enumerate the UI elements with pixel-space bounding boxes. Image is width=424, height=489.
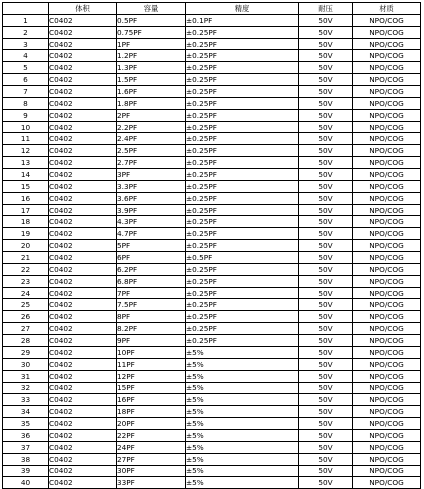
cell-capacitance: 20PF [117,418,186,430]
cell-index: 2 [3,26,49,38]
table-row [3,169,421,181]
cell-capacitance: 6.8PF [117,275,186,287]
cell-tolerance: ±0.25PF [186,145,299,157]
cell-size: C0402 [49,157,117,169]
cell-voltage: 50V [299,346,353,358]
cell-capacitance: 1.5PF [117,74,186,86]
cell-voltage: 50V [299,38,353,50]
cell-capacitance: 22PF [117,429,186,441]
cell-size: C0402 [49,275,117,287]
cell-index: 23 [3,275,49,287]
cell-tolerance: ±0.25PF [186,216,299,228]
cell-material: NPO/COG [353,346,421,358]
cell-material: NPO/COG [353,311,421,323]
cell-capacitance: 15PF [117,382,186,394]
cell-capacitance: 1.6PF [117,86,186,98]
cell-size: C0402 [49,86,117,98]
cell-size: C0402 [49,180,117,192]
cell-material: NPO/COG [353,358,421,370]
cell-voltage: 50V [299,453,353,465]
cell-index: 20 [3,240,49,252]
cell-size: C0402 [49,394,117,406]
cell-material: NPO/COG [353,26,421,38]
cell-voltage: 50V [299,62,353,74]
cell-capacitance: 1.3PF [117,62,186,74]
cell-voltage: 50V [299,358,353,370]
cell-voltage: 50V [299,477,353,489]
cell-size: C0402 [49,97,117,109]
cell-tolerance: ±0.25PF [186,97,299,109]
table-row [3,418,421,430]
table-row [3,50,421,62]
cell-material: NPO/COG [353,370,421,382]
cell-tolerance: ±0.25PF [186,311,299,323]
cell-capacitance: 1.8PF [117,97,186,109]
cell-material: NPO/COG [353,418,421,430]
cell-material: NPO/COG [353,145,421,157]
cell-tolerance: ±0.25PF [186,287,299,299]
cell-capacitance: 2PF [117,109,186,121]
cell-size: C0402 [49,382,117,394]
cell-voltage: 50V [299,26,353,38]
cell-tolerance: ±0.25PF [186,299,299,311]
cell-index: 38 [3,453,49,465]
cell-voltage: 50V [299,169,353,181]
cell-capacitance: 2.5PF [117,145,186,157]
cell-voltage: 50V [299,370,353,382]
cell-tolerance: ±5% [186,406,299,418]
table-row [3,97,421,109]
cell-material: NPO/COG [353,406,421,418]
cell-size: C0402 [49,228,117,240]
cell-index: 35 [3,418,49,430]
cell-material: NPO/COG [353,14,421,26]
cell-material: NPO/COG [353,50,421,62]
cell-voltage: 50V [299,228,353,240]
cell-material: NPO/COG [353,97,421,109]
cell-capacitance: 12PF [117,370,186,382]
table-row [3,287,421,299]
header-capacitance: 容量 [117,3,186,15]
table-row [3,275,421,287]
cell-voltage: 50V [299,109,353,121]
cell-tolerance: ±0.25PF [186,228,299,240]
cell-index: 19 [3,228,49,240]
table-row [3,465,421,477]
cell-tolerance: ±0.25PF [186,50,299,62]
table-header-row [3,3,421,15]
cell-size: C0402 [49,50,117,62]
cell-tolerance: ±0.25PF [186,86,299,98]
cell-index: 16 [3,192,49,204]
cell-material: NPO/COG [353,394,421,406]
header-index [3,3,49,15]
cell-tolerance: ±5% [186,418,299,430]
cell-tolerance: ±0.25PF [186,240,299,252]
table-row [3,204,421,216]
cell-capacitance: 1.2PF [117,50,186,62]
cell-index: 11 [3,133,49,145]
cell-material: NPO/COG [353,86,421,98]
cell-tolerance: ±0.1PF [186,14,299,26]
cell-index: 40 [3,477,49,489]
cell-voltage: 50V [299,192,353,204]
capacitor-spec-table [2,2,421,489]
cell-material: NPO/COG [353,429,421,441]
table-row [3,14,421,26]
cell-index: 3 [3,38,49,50]
cell-tolerance: ±0.25PF [186,62,299,74]
table-row [3,133,421,145]
cell-tolerance: ±0.25PF [186,204,299,216]
cell-index: 1 [3,14,49,26]
cell-voltage: 50V [299,133,353,145]
table-body [3,14,421,488]
cell-size: C0402 [49,38,117,50]
cell-index: 8 [3,97,49,109]
cell-tolerance: ±0.25PF [186,335,299,347]
cell-tolerance: ±0.25PF [186,192,299,204]
cell-voltage: 50V [299,323,353,335]
cell-index: 5 [3,62,49,74]
cell-material: NPO/COG [353,38,421,50]
table-row [3,358,421,370]
cell-voltage: 50V [299,287,353,299]
cell-voltage: 50V [299,86,353,98]
cell-size: C0402 [49,263,117,275]
cell-material: NPO/COG [353,216,421,228]
cell-index: 4 [3,50,49,62]
cell-size: C0402 [49,62,117,74]
table-row [3,252,421,264]
cell-index: 21 [3,252,49,264]
cell-tolerance: ±5% [186,441,299,453]
table-row [3,441,421,453]
cell-voltage: 50V [299,418,353,430]
table-row [3,121,421,133]
cell-voltage: 50V [299,429,353,441]
table-row [3,477,421,489]
table-row [3,335,421,347]
cell-index: 31 [3,370,49,382]
cell-size: C0402 [49,465,117,477]
cell-capacitance: 3.3PF [117,180,186,192]
table-row [3,216,421,228]
cell-index: 29 [3,346,49,358]
cell-capacitance: 3PF [117,169,186,181]
cell-size: C0402 [49,14,117,26]
cell-material: NPO/COG [353,323,421,335]
table-row [3,228,421,240]
cell-voltage: 50V [299,441,353,453]
cell-capacitance: 4.3PF [117,216,186,228]
cell-index: 10 [3,121,49,133]
cell-material: NPO/COG [353,74,421,86]
table-row [3,453,421,465]
cell-voltage: 50V [299,382,353,394]
cell-voltage: 50V [299,97,353,109]
cell-index: 39 [3,465,49,477]
table-row [3,192,421,204]
cell-tolerance: ±5% [186,477,299,489]
cell-capacitance: 3.9PF [117,204,186,216]
cell-tolerance: ±0.25PF [186,121,299,133]
cell-capacitance: 10PF [117,346,186,358]
cell-index: 6 [3,74,49,86]
cell-capacitance: 7PF [117,287,186,299]
table-row [3,299,421,311]
cell-voltage: 50V [299,275,353,287]
cell-index: 34 [3,406,49,418]
cell-size: C0402 [49,74,117,86]
header-material: 材质 [353,3,421,15]
cell-capacitance: 11PF [117,358,186,370]
cell-capacitance: 4.7PF [117,228,186,240]
cell-tolerance: ±0.25PF [186,180,299,192]
cell-voltage: 50V [299,406,353,418]
cell-size: C0402 [49,26,117,38]
cell-voltage: 50V [299,50,353,62]
table-row [3,26,421,38]
cell-tolerance: ±0.5PF [186,252,299,264]
cell-index: 30 [3,358,49,370]
cell-tolerance: ±5% [186,394,299,406]
cell-material: NPO/COG [353,157,421,169]
cell-index: 24 [3,287,49,299]
cell-index: 33 [3,394,49,406]
cell-size: C0402 [49,216,117,228]
cell-material: NPO/COG [353,477,421,489]
cell-voltage: 50V [299,204,353,216]
cell-tolerance: ±0.25PF [186,157,299,169]
cell-voltage: 50V [299,311,353,323]
cell-material: NPO/COG [353,382,421,394]
cell-index: 22 [3,263,49,275]
cell-capacitance: 24PF [117,441,186,453]
cell-material: NPO/COG [353,263,421,275]
cell-index: 27 [3,323,49,335]
cell-tolerance: ±0.25PF [186,169,299,181]
cell-size: C0402 [49,299,117,311]
cell-tolerance: ±0.25PF [186,323,299,335]
cell-capacitance: 8PF [117,311,186,323]
table-row [3,394,421,406]
cell-tolerance: ±5% [186,429,299,441]
cell-capacitance: 33PF [117,477,186,489]
cell-tolerance: ±5% [186,465,299,477]
cell-tolerance: ±5% [186,453,299,465]
cell-capacitance: 16PF [117,394,186,406]
header-voltage: 耐压 [299,3,353,15]
table-row [3,370,421,382]
table-row [3,86,421,98]
cell-size: C0402 [49,370,117,382]
cell-tolerance: ±5% [186,358,299,370]
cell-capacitance: 0.75PF [117,26,186,38]
cell-voltage: 50V [299,121,353,133]
cell-index: 18 [3,216,49,228]
cell-voltage: 50V [299,252,353,264]
cell-material: NPO/COG [353,180,421,192]
cell-material: NPO/COG [353,465,421,477]
cell-capacitance: 0.5PF [117,14,186,26]
cell-voltage: 50V [299,394,353,406]
cell-tolerance: ±5% [186,370,299,382]
cell-tolerance: ±0.25PF [186,133,299,145]
cell-index: 15 [3,180,49,192]
cell-tolerance: ±0.25PF [186,109,299,121]
cell-size: C0402 [49,406,117,418]
cell-index: 26 [3,311,49,323]
header-size: 体积 [49,3,117,15]
table-row [3,109,421,121]
cell-material: NPO/COG [353,252,421,264]
cell-capacitance: 2.2PF [117,121,186,133]
cell-size: C0402 [49,133,117,145]
cell-material: NPO/COG [353,109,421,121]
cell-tolerance: ±0.25PF [186,38,299,50]
cell-index: 7 [3,86,49,98]
cell-index: 13 [3,157,49,169]
cell-capacitance: 9PF [117,335,186,347]
cell-tolerance: ±0.25PF [186,74,299,86]
cell-voltage: 50V [299,335,353,347]
cell-size: C0402 [49,358,117,370]
table-row [3,180,421,192]
cell-material: NPO/COG [353,287,421,299]
header-tolerance: 精度 [186,3,299,15]
cell-tolerance: ±0.25PF [186,263,299,275]
cell-material: NPO/COG [353,133,421,145]
cell-index: 36 [3,429,49,441]
cell-size: C0402 [49,145,117,157]
cell-size: C0402 [49,240,117,252]
cell-capacitance: 3.6PF [117,192,186,204]
cell-index: 9 [3,109,49,121]
cell-voltage: 50V [299,216,353,228]
cell-index: 17 [3,204,49,216]
cell-voltage: 50V [299,299,353,311]
cell-tolerance: ±5% [186,346,299,358]
cell-voltage: 50V [299,240,353,252]
cell-voltage: 50V [299,157,353,169]
table-row [3,346,421,358]
cell-material: NPO/COG [353,192,421,204]
cell-voltage: 50V [299,465,353,477]
cell-material: NPO/COG [353,204,421,216]
cell-voltage: 50V [299,145,353,157]
table-row [3,263,421,275]
cell-size: C0402 [49,323,117,335]
cell-tolerance: ±5% [186,382,299,394]
cell-material: NPO/COG [353,453,421,465]
cell-voltage: 50V [299,263,353,275]
cell-size: C0402 [49,477,117,489]
cell-material: NPO/COG [353,228,421,240]
cell-material: NPO/COG [353,240,421,252]
cell-voltage: 50V [299,74,353,86]
table-row [3,429,421,441]
cell-index: 28 [3,335,49,347]
cell-material: NPO/COG [353,121,421,133]
cell-voltage: 50V [299,180,353,192]
table-row [3,145,421,157]
cell-size: C0402 [49,453,117,465]
table-row [3,382,421,394]
table-row [3,406,421,418]
table-row [3,311,421,323]
cell-material: NPO/COG [353,62,421,74]
cell-size: C0402 [49,346,117,358]
cell-size: C0402 [49,429,117,441]
cell-size: C0402 [49,169,117,181]
cell-tolerance: ±0.25PF [186,275,299,287]
cell-material: NPO/COG [353,275,421,287]
cell-size: C0402 [49,252,117,264]
cell-tolerance: ±0.25PF [186,26,299,38]
cell-capacitance: 6.2PF [117,263,186,275]
table-row [3,240,421,252]
cell-size: C0402 [49,418,117,430]
cell-capacitance: 27PF [117,453,186,465]
cell-size: C0402 [49,311,117,323]
cell-size: C0402 [49,121,117,133]
cell-capacitance: 8.2PF [117,323,186,335]
cell-index: 14 [3,169,49,181]
table-row [3,62,421,74]
cell-capacitance: 7.5PF [117,299,186,311]
cell-capacitance: 5PF [117,240,186,252]
cell-capacitance: 18PF [117,406,186,418]
table-row [3,74,421,86]
cell-material: NPO/COG [353,299,421,311]
cell-index: 25 [3,299,49,311]
cell-index: 37 [3,441,49,453]
cell-material: NPO/COG [353,169,421,181]
cell-size: C0402 [49,335,117,347]
cell-capacitance: 30PF [117,465,186,477]
cell-size: C0402 [49,204,117,216]
cell-index: 32 [3,382,49,394]
cell-voltage: 50V [299,14,353,26]
cell-index: 12 [3,145,49,157]
cell-capacitance: 6PF [117,252,186,264]
table-row [3,157,421,169]
table-row [3,38,421,50]
cell-size: C0402 [49,287,117,299]
table-row [3,323,421,335]
cell-capacitance: 2.7PF [117,157,186,169]
cell-size: C0402 [49,192,117,204]
cell-material: NPO/COG [353,335,421,347]
cell-capacitance: 2.4PF [117,133,186,145]
cell-material: NPO/COG [353,441,421,453]
cell-size: C0402 [49,109,117,121]
cell-capacitance: 1PF [117,38,186,50]
cell-size: C0402 [49,441,117,453]
